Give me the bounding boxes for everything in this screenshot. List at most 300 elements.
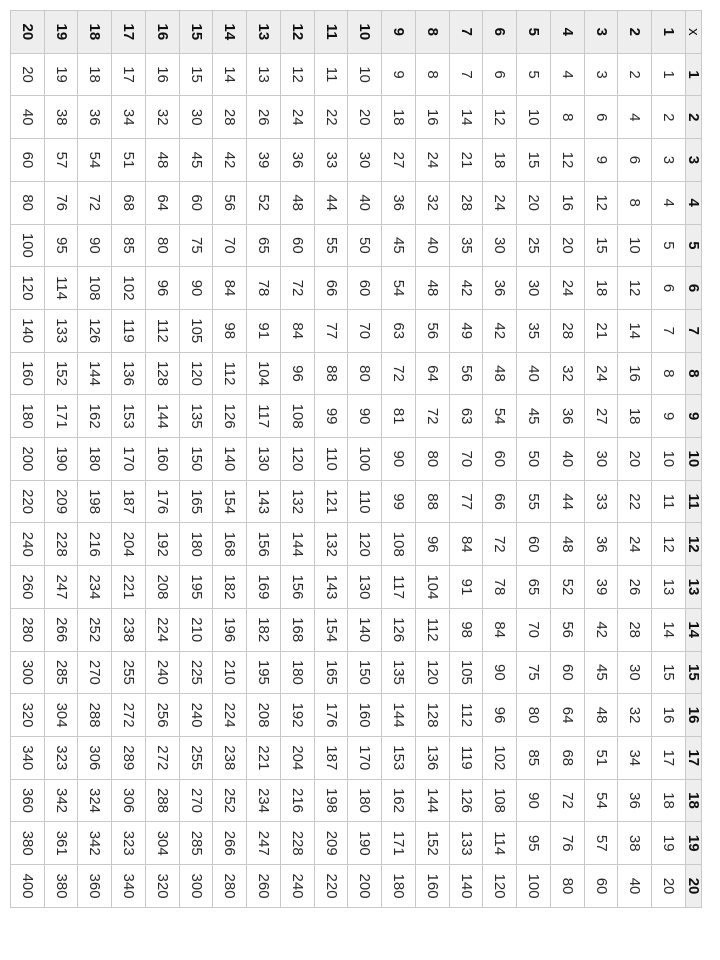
table-cell: 72 — [281, 267, 315, 310]
table-cell: 3 — [584, 53, 618, 96]
row-header: 18 — [78, 11, 112, 54]
table-cell: 140 — [11, 309, 45, 352]
table-cell: 288 — [78, 694, 112, 737]
table-cell: 48 — [416, 267, 450, 310]
table-cell: 1 — [652, 53, 686, 96]
table-cell: 105 — [449, 651, 483, 694]
table-cell: 20 — [652, 865, 686, 908]
table-cell: 153 — [112, 395, 146, 438]
table-row — [618, 11, 652, 908]
table-cell: 68 — [551, 736, 585, 779]
table-cell: 15 — [584, 224, 618, 267]
table-cell: 30 — [179, 96, 213, 139]
table-cell: 120 — [11, 267, 45, 310]
table-cell: 2 — [652, 96, 686, 139]
table-cell: 126 — [78, 309, 112, 352]
table-row — [348, 11, 382, 908]
table-cell: 11 — [652, 480, 686, 523]
table-cell: 190 — [348, 822, 382, 865]
table-cell: 13 — [652, 566, 686, 609]
table-cell: 14 — [449, 96, 483, 139]
table-cell: 42 — [584, 608, 618, 651]
table-cell: 44 — [551, 480, 585, 523]
table-cell: 110 — [348, 480, 382, 523]
table-cell: 12 — [483, 96, 517, 139]
table-cell: 14 — [618, 309, 652, 352]
column-header: 20 — [686, 865, 702, 908]
table-row — [247, 11, 281, 908]
table-cell: 42 — [213, 139, 247, 182]
table-cell: 40 — [416, 224, 450, 267]
table-cell: 96 — [416, 523, 450, 566]
table-cell: 18 — [584, 267, 618, 310]
table-cell: 15 — [179, 53, 213, 96]
table-cell: 38 — [44, 96, 78, 139]
table-cell: 126 — [213, 395, 247, 438]
table-cell: 90 — [517, 779, 551, 822]
table-cell: 48 — [281, 181, 315, 224]
table-cell: 72 — [483, 523, 517, 566]
table-cell: 130 — [247, 438, 281, 481]
table-cell: 49 — [449, 309, 483, 352]
table-cell: 16 — [416, 96, 450, 139]
table-cell: 36 — [281, 139, 315, 182]
table-cell: 19 — [44, 53, 78, 96]
table-cell: 108 — [78, 267, 112, 310]
table-cell: 39 — [247, 139, 281, 182]
table-cell: 10 — [618, 224, 652, 267]
table-cell: 285 — [179, 822, 213, 865]
table-cell: 14 — [652, 608, 686, 651]
table-cell: 24 — [551, 267, 585, 310]
row-header: 17 — [112, 11, 146, 54]
table-cell: 216 — [78, 523, 112, 566]
table-cell: 144 — [382, 694, 416, 737]
table-row — [652, 11, 686, 908]
table-cell: 342 — [44, 779, 78, 822]
table-cell: 16 — [551, 181, 585, 224]
table-cell: 234 — [78, 566, 112, 609]
table-cell: 208 — [247, 694, 281, 737]
table-cell: 247 — [44, 566, 78, 609]
table-cell: 6 — [652, 267, 686, 310]
table-cell: 32 — [146, 96, 180, 139]
table-cell: 75 — [517, 651, 551, 694]
table-cell: 156 — [281, 566, 315, 609]
table-cell: 63 — [382, 309, 416, 352]
table-cell: 72 — [416, 395, 450, 438]
table-cell: 48 — [146, 139, 180, 182]
corner-label: x — [686, 11, 702, 54]
table-cell: 117 — [382, 566, 416, 609]
table-cell: 112 — [213, 352, 247, 395]
table-cell: 70 — [449, 438, 483, 481]
table-cell: 18 — [652, 779, 686, 822]
table-cell: 24 — [416, 139, 450, 182]
table-cell: 60 — [483, 438, 517, 481]
table-cell: 256 — [146, 694, 180, 737]
table-cell: 78 — [483, 566, 517, 609]
table-cell: 225 — [179, 651, 213, 694]
table-cell: 42 — [449, 267, 483, 310]
column-header: 6 — [686, 267, 702, 310]
table-cell: 45 — [179, 139, 213, 182]
table-cell: 340 — [112, 865, 146, 908]
table-cell: 120 — [483, 865, 517, 908]
table-cell: 50 — [517, 438, 551, 481]
column-header: 3 — [686, 139, 702, 182]
table-row — [483, 11, 517, 908]
table-cell: 120 — [348, 523, 382, 566]
table-cell: 110 — [314, 438, 348, 481]
table-cell: 63 — [449, 395, 483, 438]
table-cell: 160 — [146, 438, 180, 481]
table-cell: 32 — [416, 181, 450, 224]
table-cell: 270 — [78, 651, 112, 694]
table-cell: 77 — [314, 309, 348, 352]
table-cell: 25 — [517, 224, 551, 267]
table-cell: 26 — [247, 96, 281, 139]
table-cell: 21 — [584, 309, 618, 352]
table-cell: 108 — [483, 779, 517, 822]
table-cell: 380 — [11, 822, 45, 865]
table-cell: 56 — [449, 352, 483, 395]
table-cell: 11 — [314, 53, 348, 96]
table-cell: 100 — [348, 438, 382, 481]
table-cell: 100 — [11, 224, 45, 267]
rotated-table-frame — [10, 10, 702, 908]
table-cell: 136 — [112, 352, 146, 395]
table-cell: 55 — [517, 480, 551, 523]
table-cell: 19 — [652, 822, 686, 865]
table-cell: 60 — [281, 224, 315, 267]
row-header: 6 — [483, 11, 517, 54]
table-cell: 112 — [416, 608, 450, 651]
table-cell: 84 — [213, 267, 247, 310]
table-cell: 133 — [44, 309, 78, 352]
table-cell: 56 — [416, 309, 450, 352]
table-cell: 176 — [314, 694, 348, 737]
table-cell: 180 — [78, 438, 112, 481]
table-cell: 154 — [213, 480, 247, 523]
table-cell: 132 — [314, 523, 348, 566]
table-cell: 12 — [618, 267, 652, 310]
table-cell: 171 — [382, 822, 416, 865]
table-cell: 64 — [146, 181, 180, 224]
table-cell: 95 — [44, 224, 78, 267]
table-cell: 2 — [618, 53, 652, 96]
table-cell: 224 — [213, 694, 247, 737]
table-cell: 8 — [618, 181, 652, 224]
table-cell: 306 — [78, 736, 112, 779]
table-cell: 162 — [78, 395, 112, 438]
column-header: 5 — [686, 224, 702, 267]
table-row — [551, 11, 585, 908]
table-cell: 42 — [483, 309, 517, 352]
table-cell: 132 — [281, 480, 315, 523]
table-row — [314, 11, 348, 908]
table-cell: 18 — [483, 139, 517, 182]
row-header: 4 — [551, 11, 585, 54]
table-cell: 56 — [213, 181, 247, 224]
table-cell: 180 — [281, 651, 315, 694]
column-header: 12 — [686, 523, 702, 566]
table-cell: 180 — [11, 395, 45, 438]
table-cell: 136 — [416, 736, 450, 779]
table-row — [11, 11, 45, 908]
table-cell: 36 — [551, 395, 585, 438]
table-cell: 252 — [213, 779, 247, 822]
table-cell: 68 — [112, 181, 146, 224]
table-cell: 204 — [281, 736, 315, 779]
table-cell: 209 — [314, 822, 348, 865]
row-header: 9 — [382, 11, 416, 54]
table-cell: 304 — [44, 694, 78, 737]
table-row — [584, 11, 618, 908]
table-cell: 7 — [449, 53, 483, 96]
table-cell: 180 — [348, 779, 382, 822]
table-cell: 84 — [449, 523, 483, 566]
table-cell: 165 — [179, 480, 213, 523]
table-cell: 162 — [382, 779, 416, 822]
table-cell: 45 — [382, 224, 416, 267]
row-header: 1 — [652, 11, 686, 54]
table-cell: 144 — [416, 779, 450, 822]
table-cell: 54 — [382, 267, 416, 310]
table-cell: 240 — [146, 651, 180, 694]
table-cell: 72 — [78, 181, 112, 224]
table-cell: 200 — [11, 438, 45, 481]
table-cell: 238 — [213, 736, 247, 779]
table-cell: 221 — [247, 736, 281, 779]
table-cell: 20 — [348, 96, 382, 139]
table-cell: 234 — [247, 779, 281, 822]
table-cell: 119 — [112, 309, 146, 352]
table-row — [517, 11, 551, 908]
table-cell: 187 — [112, 480, 146, 523]
table-cell: 117 — [247, 395, 281, 438]
column-header: 4 — [686, 181, 702, 224]
table-cell: 120 — [281, 438, 315, 481]
table-cell: 20 — [11, 53, 45, 96]
table-cell: 50 — [348, 224, 382, 267]
table-cell: 195 — [179, 566, 213, 609]
table-cell: 80 — [517, 694, 551, 737]
table-cell: 64 — [551, 694, 585, 737]
table-cell: 96 — [281, 352, 315, 395]
table-cell: 126 — [382, 608, 416, 651]
table-cell: 12 — [584, 181, 618, 224]
table-cell: 208 — [146, 566, 180, 609]
table-cell: 16 — [652, 694, 686, 737]
table-row — [44, 11, 78, 908]
table-cell: 6 — [584, 96, 618, 139]
table-cell: 8 — [652, 352, 686, 395]
table-cell: 12 — [551, 139, 585, 182]
row-header: 10 — [348, 11, 382, 54]
table-row — [213, 11, 247, 908]
table-cell: 90 — [382, 438, 416, 481]
table-cell: 187 — [314, 736, 348, 779]
table-cell: 130 — [348, 566, 382, 609]
header-row — [686, 11, 702, 908]
table-cell: 105 — [179, 309, 213, 352]
table-cell: 247 — [247, 822, 281, 865]
table-cell: 15 — [517, 139, 551, 182]
table-cell: 57 — [44, 139, 78, 182]
table-cell: 260 — [11, 566, 45, 609]
table-cell: 24 — [281, 96, 315, 139]
row-header: 11 — [314, 11, 348, 54]
table-cell: 289 — [112, 736, 146, 779]
table-cell: 119 — [449, 736, 483, 779]
column-header: 10 — [686, 438, 702, 481]
table-cell: 152 — [416, 822, 450, 865]
table-cell: 280 — [11, 608, 45, 651]
table-cell: 8 — [416, 53, 450, 96]
table-cell: 9 — [652, 395, 686, 438]
table-cell: 240 — [11, 523, 45, 566]
row-header: 14 — [213, 11, 247, 54]
table-cell: 102 — [112, 267, 146, 310]
table-cell: 34 — [112, 96, 146, 139]
table-cell: 4 — [551, 53, 585, 96]
table-cell: 133 — [449, 822, 483, 865]
table-cell: 150 — [179, 438, 213, 481]
row-header: 13 — [247, 11, 281, 54]
table-cell: 55 — [314, 224, 348, 267]
table-cell: 266 — [213, 822, 247, 865]
table-cell: 36 — [78, 96, 112, 139]
row-header: 12 — [281, 11, 315, 54]
table-cell: 39 — [584, 566, 618, 609]
table-cell: 22 — [618, 480, 652, 523]
table-cell: 160 — [348, 694, 382, 737]
table-cell: 120 — [416, 651, 450, 694]
table-cell: 272 — [112, 694, 146, 737]
table-cell: 12 — [281, 53, 315, 96]
table-cell: 12 — [652, 523, 686, 566]
table-cell: 54 — [584, 779, 618, 822]
table-cell: 210 — [179, 608, 213, 651]
table-cell: 70 — [517, 608, 551, 651]
row-header: 7 — [449, 11, 483, 54]
table-cell: 144 — [78, 352, 112, 395]
table-cell: 4 — [618, 96, 652, 139]
row-header: 2 — [618, 11, 652, 54]
column-header: 2 — [686, 96, 702, 139]
table-cell: 238 — [112, 608, 146, 651]
table-cell: 360 — [11, 779, 45, 822]
row-header: 5 — [517, 11, 551, 54]
table-cell: 81 — [382, 395, 416, 438]
table-cell: 170 — [348, 736, 382, 779]
table-cell: 95 — [517, 822, 551, 865]
table-cell: 7 — [652, 309, 686, 352]
row-header: 15 — [179, 11, 213, 54]
table-cell: 3 — [652, 139, 686, 182]
table-cell: 80 — [551, 865, 585, 908]
table-cell: 15 — [652, 651, 686, 694]
table-cell: 114 — [483, 822, 517, 865]
table-cell: 36 — [382, 181, 416, 224]
table-cell: 8 — [551, 96, 585, 139]
table-cell: 323 — [112, 822, 146, 865]
table-cell: 121 — [314, 480, 348, 523]
table-cell: 104 — [247, 352, 281, 395]
column-header: 15 — [686, 651, 702, 694]
table-cell: 60 — [584, 865, 618, 908]
table-cell: 209 — [44, 480, 78, 523]
table-cell: 5 — [517, 53, 551, 96]
table-cell: 210 — [213, 651, 247, 694]
table-cell: 108 — [382, 523, 416, 566]
table-cell: 60 — [517, 523, 551, 566]
table-cell: 96 — [146, 267, 180, 310]
table-cell: 342 — [78, 822, 112, 865]
column-header: 13 — [686, 566, 702, 609]
table-cell: 220 — [314, 865, 348, 908]
column-header: 7 — [686, 309, 702, 352]
table-cell: 270 — [179, 779, 213, 822]
table-cell: 80 — [416, 438, 450, 481]
table-cell: 198 — [314, 779, 348, 822]
column-header: 16 — [686, 694, 702, 737]
table-cell: 14 — [213, 53, 247, 96]
table-cell: 80 — [146, 224, 180, 267]
table-cell: 66 — [314, 267, 348, 310]
table-cell: 285 — [44, 651, 78, 694]
table-cell: 99 — [314, 395, 348, 438]
column-header: 11 — [686, 480, 702, 523]
table-row — [449, 11, 483, 908]
table-cell: 48 — [584, 694, 618, 737]
multiplication-table-photo — [10, 10, 702, 908]
table-cell: 70 — [213, 224, 247, 267]
table-cell: 33 — [314, 139, 348, 182]
table-cell: 10 — [652, 438, 686, 481]
table-cell: 66 — [483, 480, 517, 523]
table-cell: 18 — [382, 96, 416, 139]
table-cell: 24 — [483, 181, 517, 224]
table-cell: 27 — [382, 139, 416, 182]
table-cell: 280 — [213, 865, 247, 908]
table-cell: 100 — [517, 865, 551, 908]
table-row — [112, 11, 146, 908]
table-cell: 22 — [314, 96, 348, 139]
table-cell: 75 — [179, 224, 213, 267]
table-cell: 153 — [382, 736, 416, 779]
table-cell: 266 — [44, 608, 78, 651]
row-header: 16 — [146, 11, 180, 54]
table-cell: 152 — [44, 352, 78, 395]
table-row — [78, 11, 112, 908]
table-cell: 30 — [348, 139, 382, 182]
table-cell: 40 — [348, 181, 382, 224]
table-cell: 169 — [247, 566, 281, 609]
table-cell: 4 — [652, 181, 686, 224]
table-cell: 90 — [483, 651, 517, 694]
table-cell: 112 — [449, 694, 483, 737]
table-cell: 171 — [44, 395, 78, 438]
table-body — [11, 11, 686, 908]
table-cell: 360 — [78, 865, 112, 908]
table-cell: 35 — [449, 224, 483, 267]
table-cell: 65 — [517, 566, 551, 609]
table-cell: 156 — [247, 523, 281, 566]
table-cell: 36 — [618, 779, 652, 822]
table-cell: 21 — [449, 139, 483, 182]
